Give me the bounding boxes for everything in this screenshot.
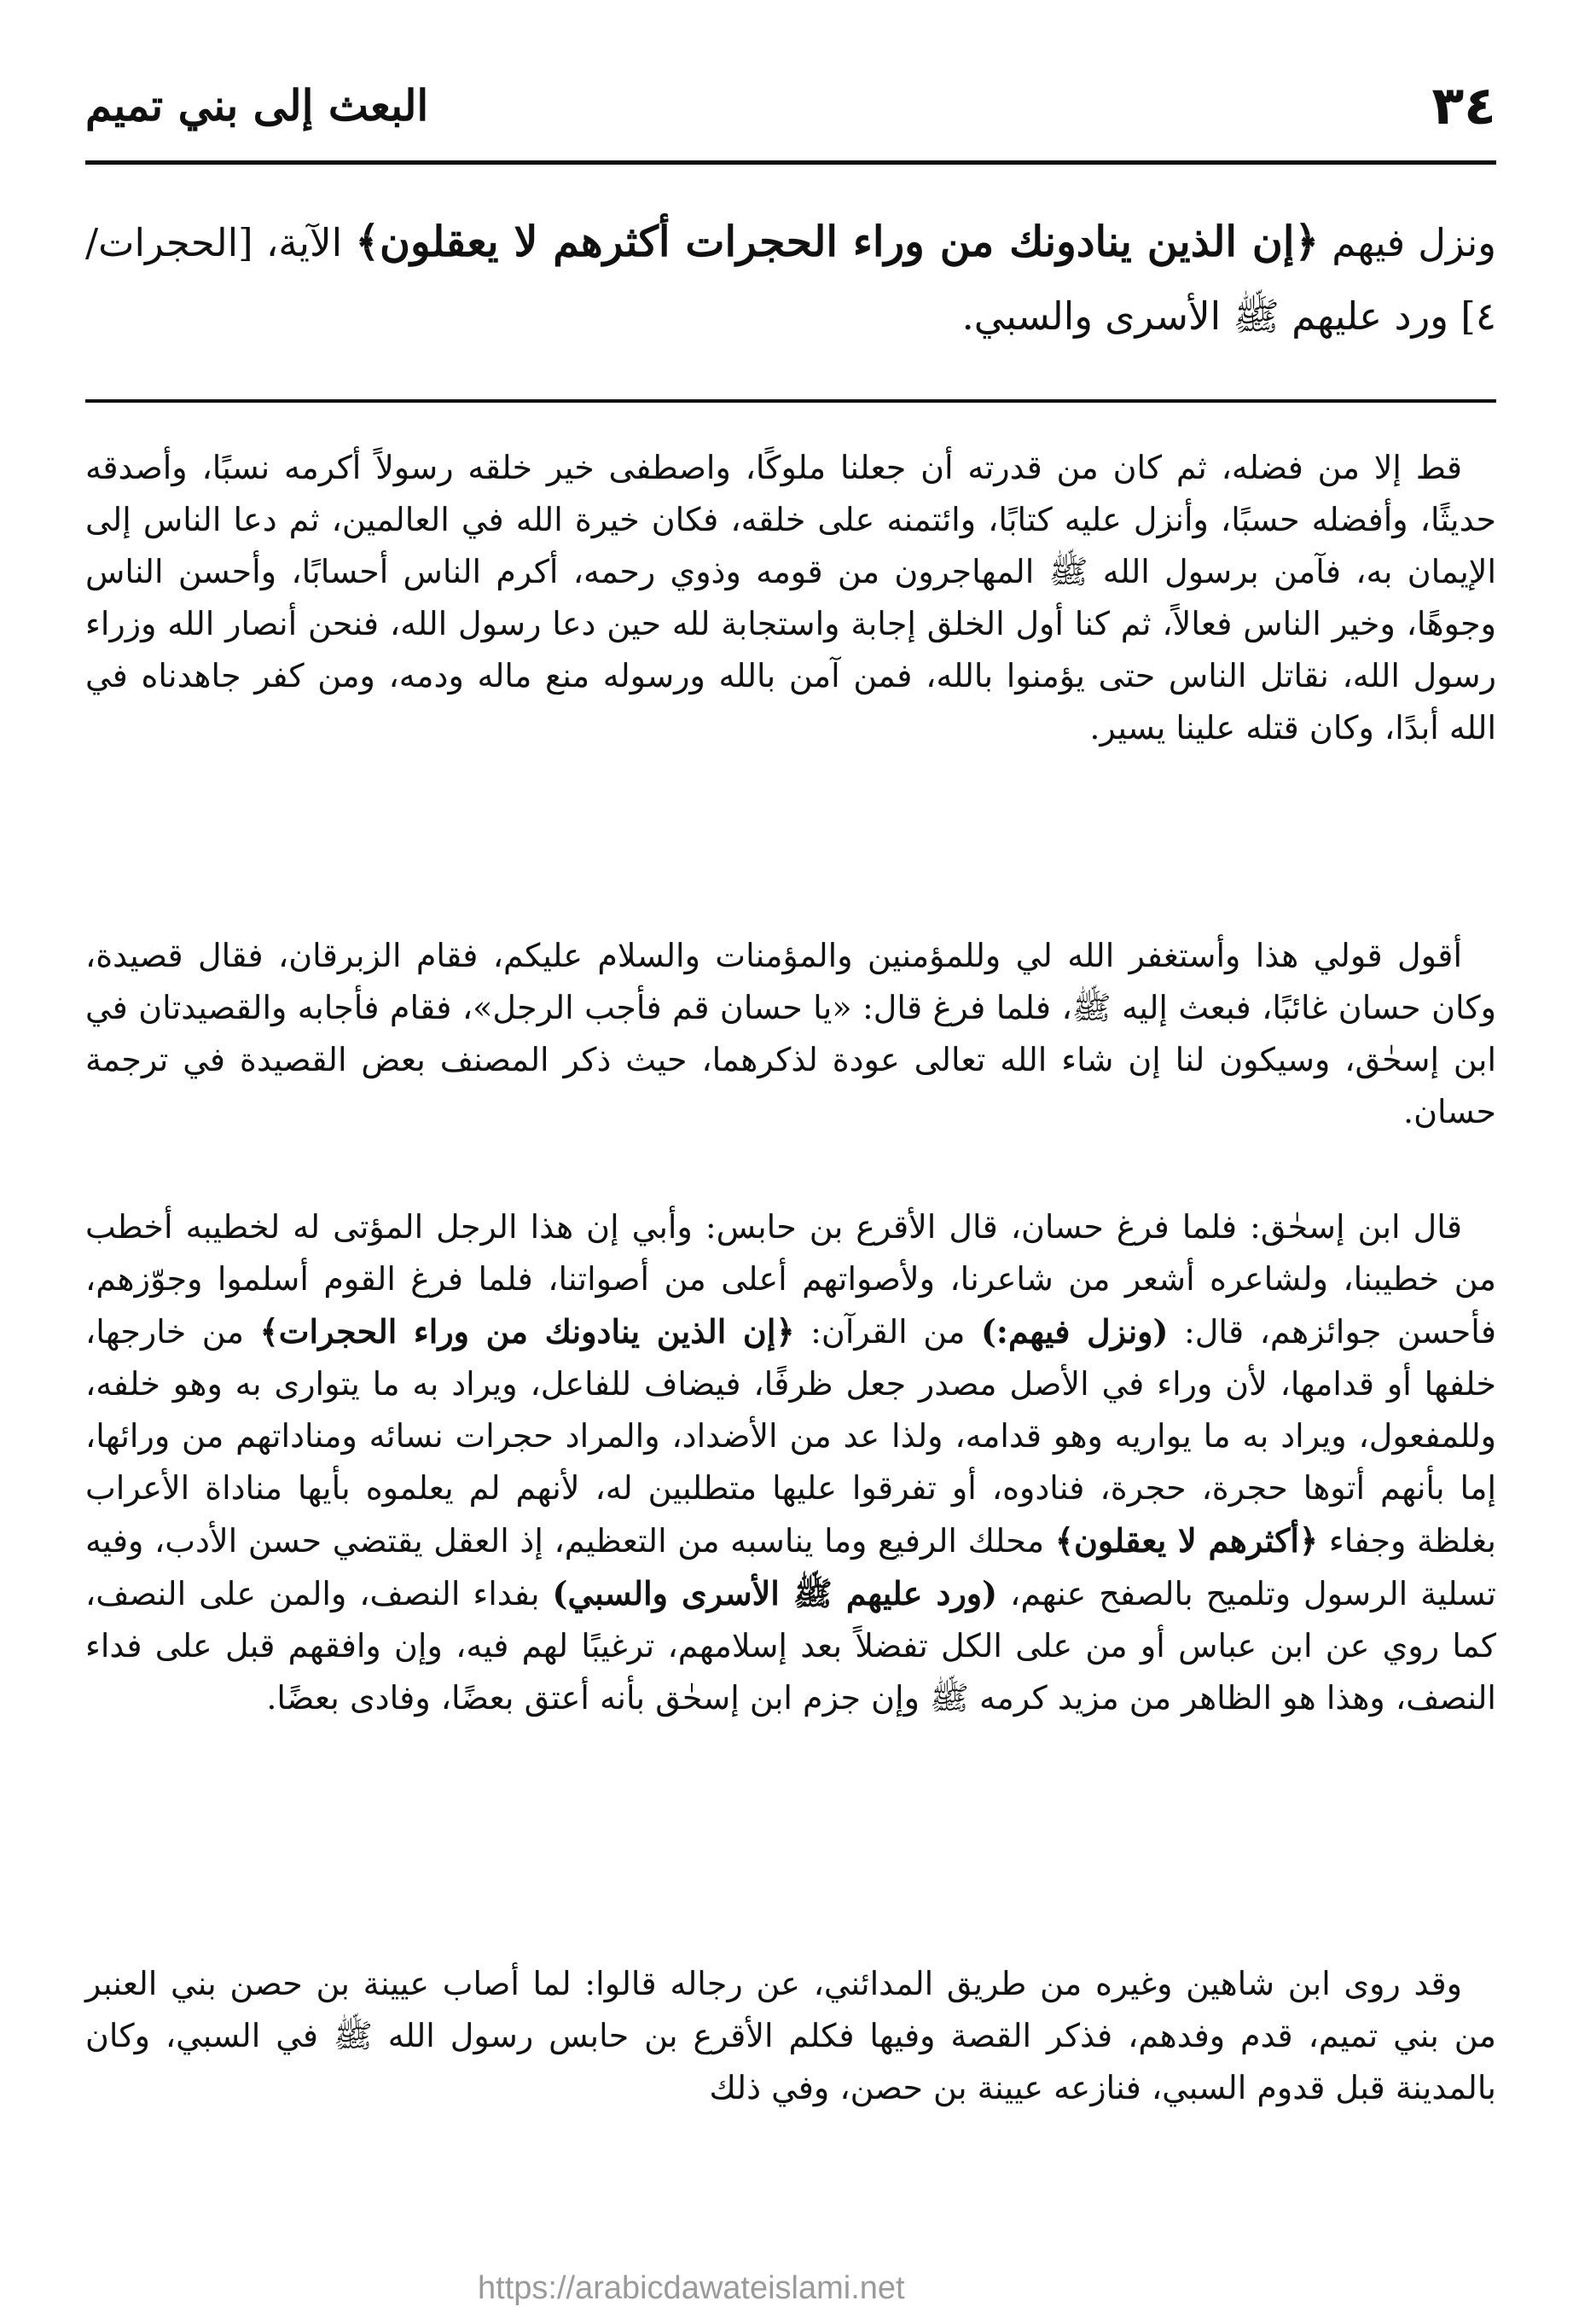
header-rule: [85, 160, 1496, 165]
page-header: [85, 67, 1496, 143]
bold-quote: (ورد عليهم ﷺ الأسرى والسبي): [552, 1574, 998, 1612]
commentary-paragraph-2: [85, 930, 1496, 1138]
text-run: من القرآن:: [794, 1313, 981, 1351]
bold-quran: ﴿إن الذين ينادونك من وراء الحجرات﴾: [259, 1312, 795, 1351]
main-text: [85, 205, 1496, 353]
commentary-paragraph-1: [85, 442, 1496, 754]
running-title: البعث إلى بني تميم: [85, 79, 429, 131]
page-number: ٣٤: [1431, 73, 1496, 137]
main-text-continuation: الآية، [الحجرات/٤] ورد عليهم ﷺ الأسرى والسبي.: [85, 220, 1496, 339]
commentary-paragraph-3: [85, 1201, 1496, 1724]
text-run: من خارجها، خلفها أو قدامها، لأن وراء في الأصل مصدر جعل ظرفًا، فيضاف للفاعل، ويراد به ما يتوارى به وهو خلفه، وللمفعول، ويراد به ما يواريه وهو قدامه، ولذا عد من الأضداد، والمراد حجرات نسائه ومناداتهم من ورائها، إما بأنهم أتوها حجرة، حجرة، فنادوه، أو تفرقوا عليها متطلبين له، لأنهم لم يعلموه بأيها مناداة الأعراب بغلظة وجفاء: [85, 1313, 1496, 1560]
main-text-intro: ونزل فيهم: [1319, 220, 1496, 265]
text-run: بفداء النصف، والمن على النصف، كما روي عن ابن عباس أو من على الكل تفضلاً بعد إسلامهم، ترغيبًا لهم فيه، وإن وافقهم قبل على فداء النصف، وهذا هو الظاهر من مزيد كرمه ﷺ وإن جزم ابن إسحٰق بأنه أعتق بعضًا، وفادى بعضًا.: [85, 1575, 1496, 1717]
text-run: قال ابن إسحٰق: فلما فرغ حسان، قال الأقرع بن حابس: وأبي إن هذا الرجل المؤتى له لخطيبه أخطب من خطيبنا، ولشاعره أشعر من شاعرنا، ولأصواتهم أعلى من أصواتنا، فلما فرغ القوم أسلموا وجوّزهم، فأحسن جوائزهم، قال:: [85, 1208, 1496, 1351]
text-run: محلك الرفيع وما يناسبه من التعظيم، إذ العقل يقتضي حسن الأدب، وفيه تسلية الرسول وتلميح بالصفح عنهم،: [85, 1522, 1496, 1612]
main-text-separator: [85, 399, 1496, 403]
bold-quran: ﴿أكثرهم لا يعقلون﴾: [1054, 1521, 1319, 1560]
paragraph-text: أقول قولي هذا وأستغفر الله لي وللمؤمنين والمؤمنات والسلام عليكم، فقام الزبرقان، فقال قصيدة، وكان حسان غائبًا، فبعث إليه ﷺ، فلما فرغ قال: «يا حسان قم فأجب الرجل»، فقام فأجابه والقصيدتان في ابن إسحٰق، وسيكون لنا إن شاء الله تعالى عودة لذكرهما، حيث ذكر المصنف بعض القصيدة في ترجمة حسان.: [85, 937, 1497, 1130]
bold-quote: (ونزل فيهم:): [980, 1312, 1169, 1351]
quran-verse: ﴿إن الذين ينادونك من وراء الحجرات أكثرهم لا يعقلون﴾: [355, 217, 1320, 266]
paragraph-text: [85, 1201, 1496, 1724]
paragraph-text: قط إلا من فضله، ثم كان من قدرته أن جعلنا ملوكًا، واصطفى خير خلقه رسولاً أكرمه نسبًا، وأصدقه حديثًا، وأفضله حسبًا، وأنزل عليه كتابًا، وائتمنه على خلقه، فكان خيرة الله في العالمين، ثم دعا الناس إلى الإيمان به، فآمن برسول الله ﷺ المهاجرون من قومه وذوي رحمه، أكرم الناس أحسابًا، وأحسن الناس وجوهًا، وخير الناس فعالاً، ثم كنا أول الخلق إجابة واستجابة لله حين دعا رسول الله، فنحن أنصار الله وزراء رسول الله، نقاتل الناس حتى يؤمنوا بالله، فمن آمن بالله ورسوله منع ماله ودمه، ومن كفر جاهدناه في الله أبدًا، وكان قتله علينا يسير.: [85, 449, 1496, 747]
paragraph-text: وقد روى ابن شاهين وغيره من طريق المدائني، عن رجاله قالوا: لما أصاب عيينة بن حصن بني العنبر من بني تميم، قدم وفدهم، فذكر القصة وفيها فكلم الأقرع بن حابس رسول الله ﷺ في السبي، وكان بالمدينة قبل قدوم السبي، فنازعه عيينة بن حصن، وفي ذلك: [85, 1965, 1496, 2106]
commentary-paragraph-4: [85, 1958, 1496, 2114]
watermark-url: https://arabicdawateislami.net: [478, 2270, 905, 2306]
